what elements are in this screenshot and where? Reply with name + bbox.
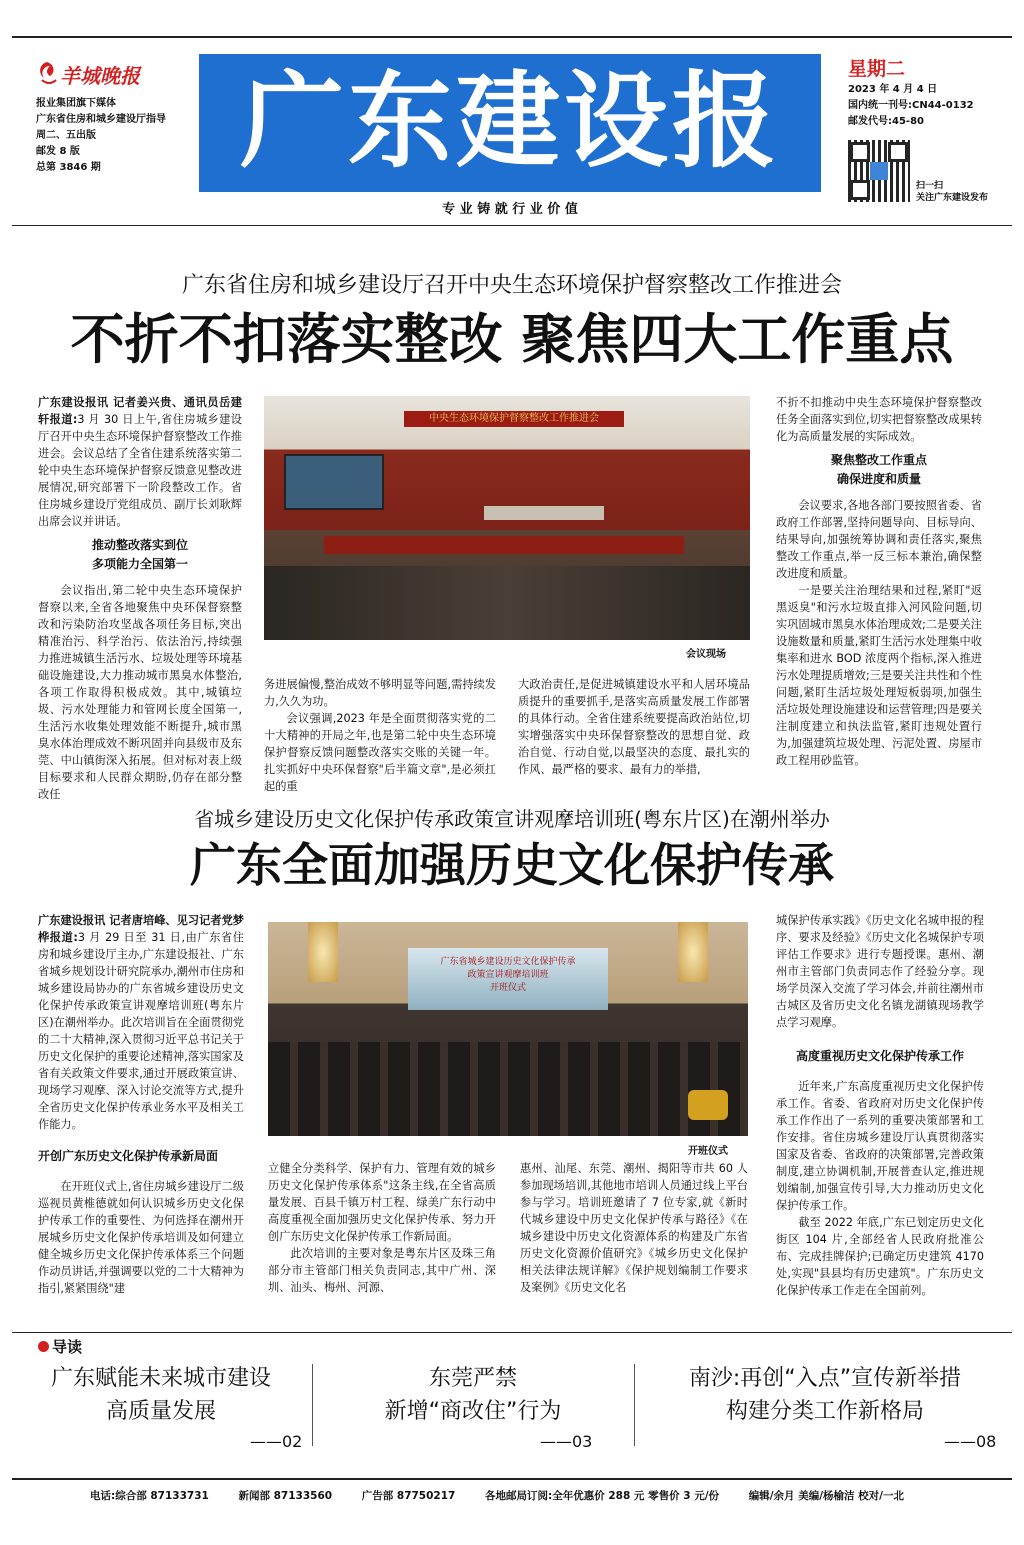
article1-byline: 广东建设报讯 记者姜兴贵、通讯员岳建轩报道: (38, 396, 242, 426)
paragraph: 3 月 30 日上午,省住房城乡建设厅召开中央生态环境保护督察整改工作推进会。会议总结了全省住建系统落实第二轮中央生态环境保护督察反馈意见整改进展情况,研究部署下一阶段整改工作。省住房城乡建设厅党组成员、副厅长刘耿辉出席会议并讲话。 (38, 413, 242, 528)
qr-caption-line: 扫一扫 (916, 181, 944, 191)
guide-line: 高质量发展 (105, 1399, 216, 1424)
paragraph: 近年来,广东高度重视历史文化保护传承工作。省委、省政府对历史文化保护传承工作作出了一系列的重要决策部署和工作安排。省住房城乡建设厅认真贯彻落实国家及省委、省政府的决策部署,完善政策制度,建立协调机制,开展普查认定,推进规划编制,加强宣传引导,大力推动历史文化保护传承工作。 (776, 1080, 984, 1212)
guide-line: 新增“商改住”行为 (384, 1399, 562, 1424)
subheading-line: 聚焦整改工作重点 (830, 453, 927, 467)
info-line: 邮发 8 版 (36, 146, 80, 157)
footer-subscribe: 各地邮局订阅:全年优惠价 288 元 零售价 3 元/份 (485, 1490, 720, 1502)
logo-text: 羊城晚报 (60, 64, 140, 88)
article1-column-1 (38, 394, 242, 803)
footer-ads: 广告部 87750217 (361, 1490, 456, 1502)
guide-page-1: ——02 (250, 1432, 303, 1451)
article1-kicker: 广东省住房和城乡建设厅召开中央生态环境保护督察整改工作推进会 (181, 273, 842, 298)
article1-subheading-2 (776, 451, 982, 489)
guide-label (38, 1336, 82, 1357)
guide-line: 南沙:再创“入点”宣传新举措 (688, 1366, 962, 1391)
cn-number: 国内统一刊号:CN44-0132 (848, 100, 974, 111)
article1-headline: 不折不扣落实整改 聚焦四大工作重点 (70, 307, 954, 371)
masthead-title-block (199, 54, 821, 192)
masthead-title: 广东建设报 (239, 59, 780, 182)
article1-column-4 (776, 394, 982, 769)
guide-item-3[interactable] (640, 1362, 1010, 1428)
paragraph: 城保护传承实践》《历史文化名城申报的程序、要求及经验》《历史文化名城保护专项评估工作要求》进行专题授课。惠州、潮州市主管部门负责同志作了经验分享。现场学员深入交流了学习体会,并前往潮州市古城区及省历史文化名镇龙湖镇现场教学点学习观摩。 (776, 914, 984, 1029)
article2-kicker: 省城乡建设历史文化保护传承政策宣讲观摩培训班(粤东片区)在潮州举办 (194, 807, 830, 831)
paragraph: 立健全分类科学、保护有力、管理有效的城乡历史文化保护传承体系"这条主线,在全省高质量发展、百县千镇万村工程、绿美广东行动中高度重视全面加强历史文化保护传承、努力开创广东历史文化保护传承工作新局面。 (268, 1162, 496, 1243)
paragraph: 此次培训的主要对象是粤东片区及珠三角部分市主管部门相关负责同志,其中广州、深圳、汕头、梅州、河源、 (268, 1247, 496, 1294)
paragraph: 一是要关注治理结果和过程,紧盯"返黑返臭"和污水垃圾直排入河风险问题,切实巩固城市黑臭水体治理成效;二是要关注设施数量和质量,紧盯生活污水处理集中收集率和进水 BOD 浓度两个指标,深入推进污水处理提质增效;三是要关注共性和个性问题,紧盯生活垃圾处理短板弱项,加强生活垃圾处理设施建设和运营管理;四是要关注制度建立和执法监管,紧盯违规处置行为,加强建筑垃圾处理、污泥处置、房屋市政工程用砂监管。 (776, 584, 982, 767)
banner-line: 广东省城乡建设历史文化保护传承 (440, 957, 576, 967)
banner-line: 政策宣讲观摩培训班 (467, 970, 549, 980)
article2-column-2 (268, 1160, 496, 1296)
info-line: 广东省住房和城乡建设厅指导 (36, 114, 166, 125)
paragraph: 惠州、汕尾、东莞、潮州、揭阳等市共 60 人参加现场培训,其他地市培训人员通过线上平台参与学习。培训班邀请了 7 位专家,就《新时代城乡建设中历史文化保护传承与路径》《在城乡建设中历史文化资源体系的构建及广东省历史文化资源价值研究》《城乡历史文化保护相关法律法规详解》《保护规划编制工作要求及案例》《历史文化名 (520, 1162, 748, 1294)
qr-caption (916, 180, 988, 204)
paragraph: 会议强调,2023 年是全面贯彻落实党的二十大精神的开局之年,也是第二轮中央生态环境保护督察反馈问题整改落实交账的关键一年。扎实抓好中央环保督察"后半篇文章",是必须扛起的重 (264, 712, 496, 793)
paragraph: 大政治责任,是促进城镇建设水平和人居环境品质提升的重要抓手,是落实高质量发展工作部署的具体行动。全省住建系统要提高政治站位,切实增强落实中央环保督察整改的思想自觉、政治自觉、行动自觉,以最坚决的态度、最扎实的作风、最严格的要求、最有力的举措, (518, 678, 750, 776)
article2-photo (268, 922, 748, 1136)
red-dot-icon (38, 1341, 49, 1352)
paragraph: 3 月 29 日至 31 日,由广东省住房和城乡建设厅主办,广东建设报社、广东省城乡规划设计研究院承办,潮州市住房和城乡建设局协办的广东省城乡建设历史文化保护传承政策宣讲观摩培训班(粤东片区)在潮州举办。此次培训旨在全面贯彻党的二十大精神,深入贯彻习近平总书记关于历史文化保护的重要论述精神,落实国家及省有关政策文件要求,通过开展政策宣讲、现场学习观摩、深入讨论交流等方式,提升全省历史文化保护传承业务水平及相关工作能力。 (38, 931, 244, 1131)
article2-column-4 (776, 912, 984, 1299)
article1-photo-caption: 会议现场 (686, 649, 726, 660)
banner-line: 开班仪式 (489, 983, 526, 993)
logo-swirl-icon (36, 60, 58, 86)
article1-subheading-1 (38, 536, 242, 574)
subheading-line: 多项能力全国第一 (91, 557, 188, 571)
subheading-line: 推动整改落实到位 (91, 538, 188, 552)
guide-line: 东莞严禁 (428, 1366, 517, 1391)
qr-caption-line: 关注广东建设发布 (916, 193, 989, 203)
guide-page-3: ——08 (944, 1432, 997, 1451)
article2-column-1 (38, 912, 244, 1297)
postal-code: 邮发代号:45-80 (848, 116, 924, 127)
article2-photo-caption: 开班仪式 (688, 1146, 728, 1157)
masthead-left-info (36, 96, 206, 176)
video-screen (284, 454, 384, 510)
guide-line: 广东赋能未来城市建设 (50, 1366, 271, 1391)
paragraph: 不折不扣推动中央生态环境保护督察整改任务全面落实到位,切实把督察整改成果转化为高质量发展的实际成效。 (776, 396, 982, 443)
article2-column-3 (520, 1160, 748, 1296)
footer (90, 1488, 1020, 1503)
issue-date: 2023 年 4 月 4 日 (848, 84, 938, 95)
paragraph: 在开班仪式上,省住房城乡建设厅二级巡视员黄椎德就如何认识城乡历史文化保护传承工作的重要性、为何选择在潮州开展城乡历史文化保护传承培训及如何建立健全城乡历史文化保护传承体系三个问题作动员讲话,并强调要以党的二十大精神为指引,紧紧围绕"建 (38, 1180, 244, 1295)
weekday: 星期二 (848, 58, 906, 80)
subheading-line: 确保进度和质量 (836, 472, 921, 486)
footer-editors: 编辑/余月 美编/杨榆洁 校对/一北 (748, 1490, 905, 1502)
photo-banner (408, 948, 608, 1010)
footer-phone: 电话:综合部 87133731 (90, 1490, 209, 1502)
guide-item-1[interactable] (16, 1362, 306, 1428)
paragraph: 会议要求,各地各部门要按照省委、省政府工作部署,坚持问题导向、目标导向、结果导向,加强统筹协调和责任落实,聚焦整改工作重点,举一反三标本兼治,确保整改进度和质量。 (776, 499, 982, 580)
article1-column-3 (518, 676, 750, 778)
masthead-right-info (848, 82, 1018, 130)
newspaper-logo (36, 60, 186, 86)
guide-item-2[interactable] (318, 1362, 628, 1428)
info-line: 报业集团旗下媒体 (36, 98, 116, 109)
article2-headline: 广东全面加强历史文化保护传承 (190, 838, 834, 892)
paragraph: 截至 2022 年底,广东已划定历史文化街区 104 片,全部经省人民政府批准公布、完成挂牌保护;已确定历史建筑 4170 处,实现"县县均有历史建筑"。广东历史文化保护传承工作走在全国前列。 (776, 1216, 984, 1297)
qr-code[interactable] (848, 140, 910, 202)
photo-banner: 中央生态环境保护督察整改工作推进会 (404, 411, 624, 427)
article1-photo (264, 396, 750, 640)
article1-column-2 (264, 676, 496, 795)
masthead-slogan: 专 业 铸 就 行 业 价 值 (442, 202, 578, 217)
info-line: 周二、五出版 (36, 130, 96, 141)
guide-page-2: ——03 (540, 1432, 593, 1451)
guide-line: 构建分类工作新格局 (725, 1399, 924, 1424)
paragraph: 务进展偏慢,整治成效不够明显等问题,需持续发力,久久为功。 (264, 678, 496, 708)
article2-subheading-2: 高度重视历史文化保护传承工作 (795, 1049, 964, 1063)
paragraph: 会议指出,第二轮中央生态环境保护督察以来,全省各地聚焦中央环保督察整改和污染防治攻坚战各项任务目标,突出精准治污、科学治污、依法治污,持续强力推进城镇生活污水、垃圾处理等环境基础设施建设,大力推动城市黑臭水体整治,各项工作取得积极成效。其中,城镇垃圾、污水处理能力和管网长度全国第一,生活污水收集处理效能不断提升,城市黑臭水体治理成效不断巩固并向县级市及东莞、中山镇街深入拓展。但对标对表上级目标要求和人民群众期盼,仍存在部分整改任 (38, 584, 242, 801)
info-line: 总第 3846 期 (36, 162, 101, 173)
article2-subheading-1: 开创广东历史文化保护传承新局面 (38, 1149, 219, 1163)
footer-news: 新闻部 87133560 (238, 1490, 333, 1502)
guide-label-text: 导读 (52, 1338, 83, 1356)
article2-byline: 广东建设报讯 记者唐培峰、见习记者党梦桦报道: (38, 914, 244, 944)
